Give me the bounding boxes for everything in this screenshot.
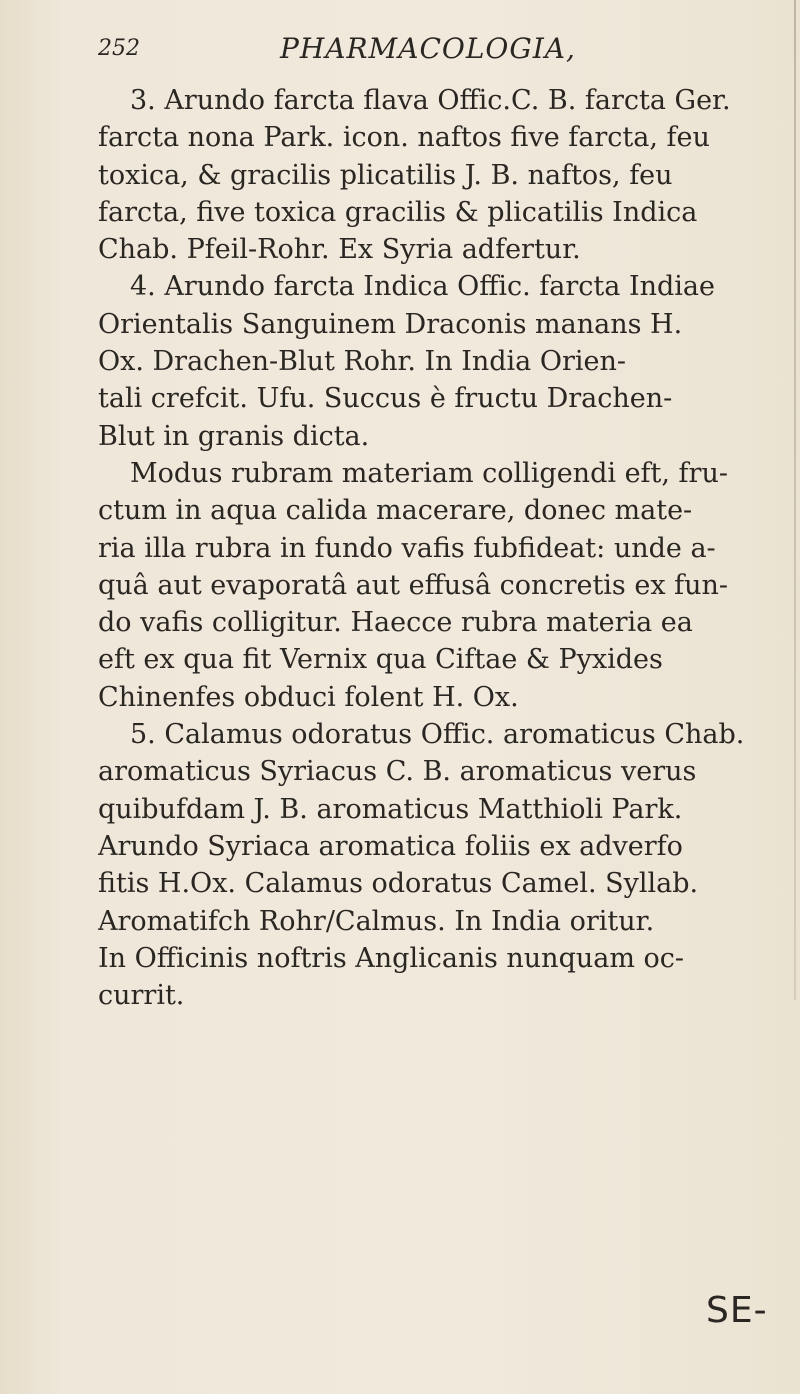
running-title: PHARMACOLOGIA, — [280, 32, 576, 65]
text-line: farcta nona Park. icon. naftos five farcta, feu — [98, 122, 710, 154]
text-line: 4. Arundo farcta Indica Offic. farcta Indiae — [130, 271, 716, 303]
text-line: 3. Arundo farcta flava Offic.C. B. farcta Ger. — [130, 85, 731, 116]
text-line: Aromatifch Rohr/Calmus. In India oritur. — [98, 905, 655, 937]
text-line: fitis H.Ox. Calamus odoratus Camel. Syllab. — [98, 868, 699, 900]
text-line: tali crefcit. Ufu. Succus è fructu Drachen- — [98, 383, 673, 415]
page-edge — [794, 0, 796, 1000]
page-number: 252 — [98, 36, 140, 61]
text-line: eft ex qua fit Vernix qua Ciftae & Pyxides — [98, 644, 663, 676]
text-line: ria illa rubra in fundo vafis fubfideat: unde a- — [98, 532, 716, 564]
text-line: 5. Calamus odoratus Offic. aromaticus Chab. — [130, 719, 745, 751]
text-line: Modus rubram materiam colligendi eft, fru- — [130, 457, 728, 489]
text-line: do vafis colligitur. Haecce rubra materia ea — [98, 607, 693, 639]
body-text — [98, 82, 788, 1014]
text-line: toxica, & gracilis plicatilis J. B. naftos, feu — [98, 159, 673, 191]
text-line: Chab. Pfeil-Rohr. Ex Syria adfertur. — [98, 234, 581, 266]
text-line: Ox. Drachen-Blut Rohr. In India Orien- — [98, 346, 627, 378]
text-line: currit. — [98, 980, 185, 1012]
page-header — [98, 30, 658, 70]
text-line: quâ aut evaporatâ aut effusâ concretis ex fun- — [98, 569, 729, 601]
text-line: Chinenfes obduci folent H. Ox. — [98, 681, 519, 713]
text-line: aromaticus Syriacus C. B. aromaticus verus — [98, 756, 697, 788]
text-line: quibufdam J. B. aromaticus Matthioli Park. — [98, 793, 683, 825]
text-line: ctum in aqua calida macerare, donec mate- — [98, 495, 693, 527]
text-line: farcta, five toxica gracilis & plicatilis Indica — [98, 196, 698, 228]
text-line: Arundo Syriaca aromatica foliis ex adverfo — [98, 830, 683, 862]
text-line: In Officinis noftris Anglicanis nunquam oc- — [98, 942, 685, 974]
text-line: Blut in granis dicta. — [98, 420, 370, 452]
catchword: SE- — [706, 1290, 768, 1331]
text-line: Orientalis Sanguinem Draconis manans H. — [98, 308, 683, 340]
